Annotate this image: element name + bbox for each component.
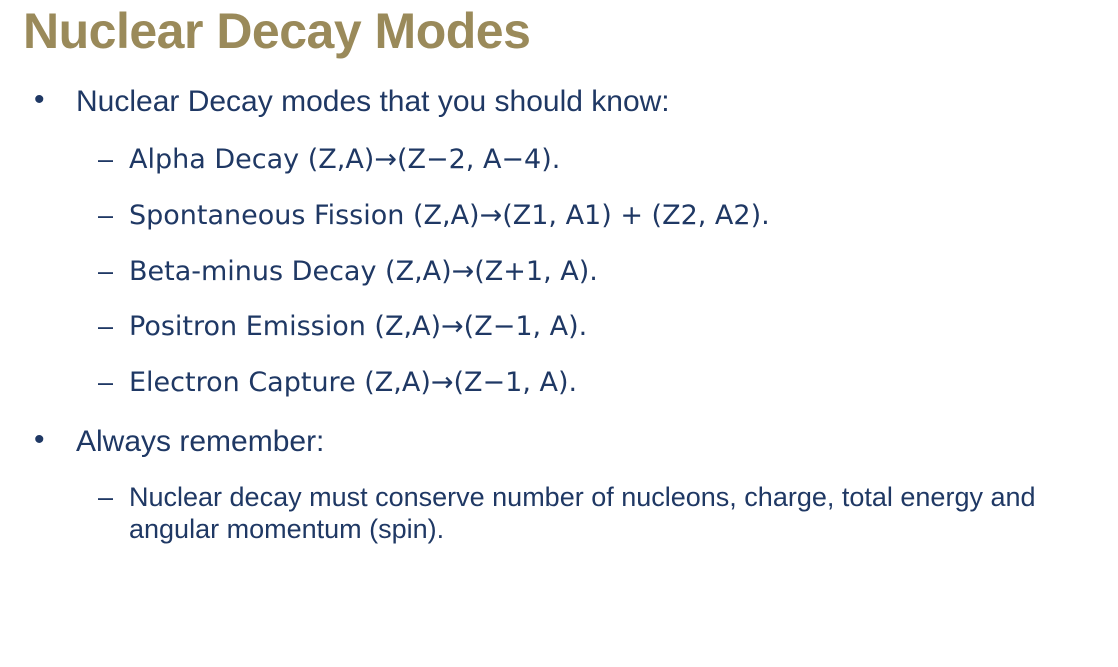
bullet-marker-icon: • <box>34 423 45 457</box>
list-item-label: Electron Capture (Z,A)→(Z−1, A). <box>129 367 578 399</box>
dash-marker-icon: – <box>98 367 114 398</box>
dash-marker-icon: – <box>98 143 114 174</box>
dash-marker-icon: – <box>98 481 114 512</box>
bullet-level1-label: Nuclear Decay modes that you should know: <box>76 85 670 118</box>
bullet-level1-always-remember <box>18 425 1100 546</box>
bullet-level1-label: Always remember: <box>76 425 325 459</box>
list-item-label: Nuclear decay must conserve number of nucleons, charge, total energy and angular momentum (spin). <box>129 481 1036 544</box>
dash-marker-icon: – <box>98 199 114 230</box>
list-item-label: Positron Emission (Z,A)→(Z−1, A). <box>129 311 588 343</box>
dash-marker-icon: – <box>98 255 114 286</box>
dash-marker-icon: – <box>98 311 114 342</box>
list-item-beta-minus-decay <box>76 256 1100 288</box>
list-item-electron-capture <box>76 367 1100 399</box>
list-item-alpha-decay <box>76 144 1100 176</box>
list-item-label: Beta-minus Decay (Z,A)→(Z+1, A). <box>129 255 598 287</box>
list-item-label: Alpha Decay (Z,A)→(Z−2, A−4). <box>129 143 561 175</box>
bullet-level1-decay-modes <box>18 85 1100 399</box>
list-item-conservation-rule <box>76 482 1100 546</box>
sublist-decay-modes <box>76 144 1100 399</box>
page-title: Nuclear Decay Modes <box>23 3 531 59</box>
list-item-label: Spontaneous Fission (Z,A)→(Z1, A1) + (Z2, A2). <box>129 199 770 231</box>
list-item-positron-emission <box>76 311 1100 343</box>
sublist-always-remember <box>76 482 1100 546</box>
slide <box>0 4 1118 667</box>
slide-content-list <box>18 85 1100 546</box>
bullet-marker-icon: • <box>34 83 45 116</box>
list-item-spontaneous-fission <box>76 200 1100 232</box>
